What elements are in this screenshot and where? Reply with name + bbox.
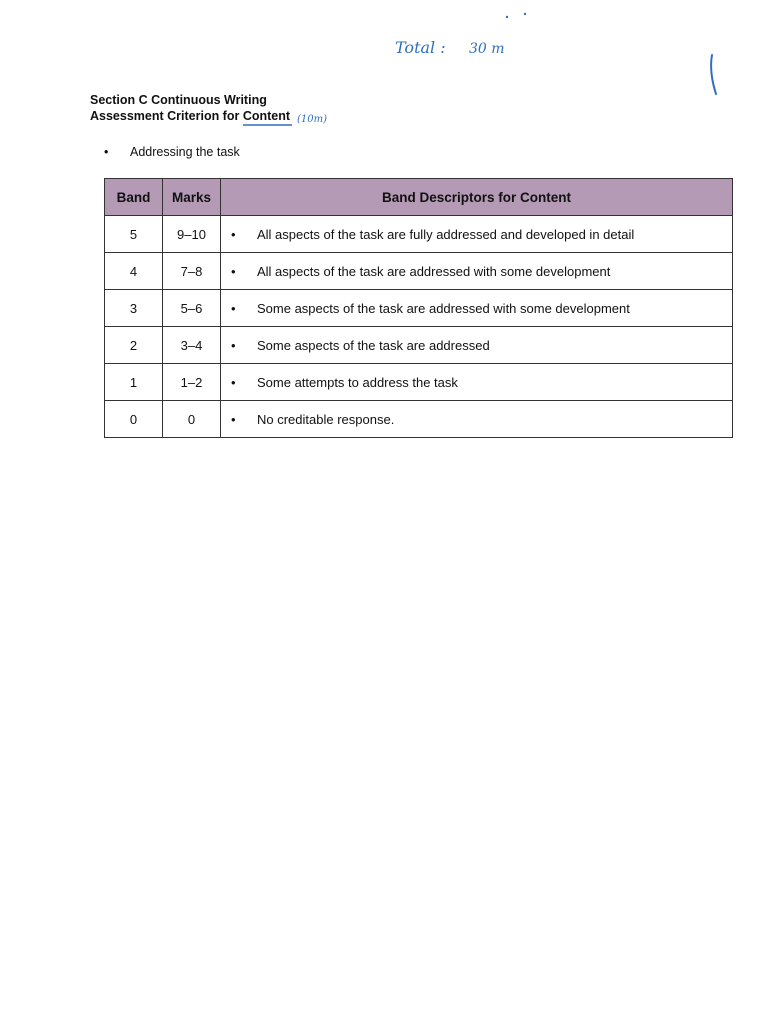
descriptor-text: Some aspects of the task are addressed (257, 337, 490, 353)
band-cell: 1 (105, 364, 163, 401)
descriptor-text: No creditable response. (257, 411, 395, 427)
marks-cell: 0 (163, 401, 221, 438)
descriptor-text: Some attempts to address the task (257, 374, 458, 390)
descriptor-bullet: • (231, 337, 236, 353)
margin-stroke (711, 55, 716, 94)
ink-dot (524, 13, 526, 15)
task-bullet-text: Addressing the task (130, 145, 240, 159)
descriptor-bullet: • (231, 374, 236, 390)
ink-dot (506, 16, 508, 18)
band-cell: 3 (105, 290, 163, 327)
descriptor-cell (221, 216, 733, 253)
marks-cell: 7–8 (163, 253, 221, 290)
table-row (105, 327, 733, 364)
descriptor-text: All aspects of the task are addressed with some development (257, 263, 611, 279)
section-heading (90, 92, 290, 124)
header-marks: Marks (163, 179, 221, 216)
header-descriptor: Band Descriptors for Content (221, 179, 733, 216)
bullet-dot: • (104, 145, 109, 159)
descriptor-cell (221, 327, 733, 364)
band-cell: 2 (105, 327, 163, 364)
marks-cell: 3–4 (163, 327, 221, 364)
table-header-row (105, 179, 733, 216)
header-band: Band (105, 179, 163, 216)
descriptor-text: All aspects of the task are fully addressed and developed in detail (257, 226, 635, 242)
rubric-table (104, 178, 733, 438)
total-value: 30 m (469, 41, 505, 57)
criterion-prefix: Assessment Criterion for (90, 109, 243, 123)
descriptor-bullet: • (231, 300, 236, 316)
descriptor-bullet: • (231, 263, 236, 279)
section-title: Section C Continuous Writing (90, 93, 267, 107)
total-label: Total : (395, 38, 446, 57)
descriptor-cell (221, 364, 733, 401)
table-row (105, 401, 733, 438)
descriptor-text: Some aspects of the task are addressed with some development (257, 300, 630, 316)
criterion-title (90, 108, 290, 124)
table-row (105, 290, 733, 327)
band-cell: 0 (105, 401, 163, 438)
table-row (105, 364, 733, 401)
descriptor-bullet: • (231, 411, 236, 427)
table-row (105, 216, 733, 253)
descriptor-cell (221, 290, 733, 327)
band-cell: 4 (105, 253, 163, 290)
task-bullet (104, 145, 240, 159)
criterion-content-word: Content (242, 109, 291, 123)
marks-cell: 1–2 (163, 364, 221, 401)
band-cell: 5 (105, 216, 163, 253)
content-marks-annotation: (10m) (297, 114, 328, 125)
marks-cell: 5–6 (163, 290, 221, 327)
descriptor-cell (221, 401, 733, 438)
table-row (105, 253, 733, 290)
descriptor-bullet: • (231, 226, 236, 242)
marks-cell: 9–10 (163, 216, 221, 253)
descriptor-cell (221, 253, 733, 290)
